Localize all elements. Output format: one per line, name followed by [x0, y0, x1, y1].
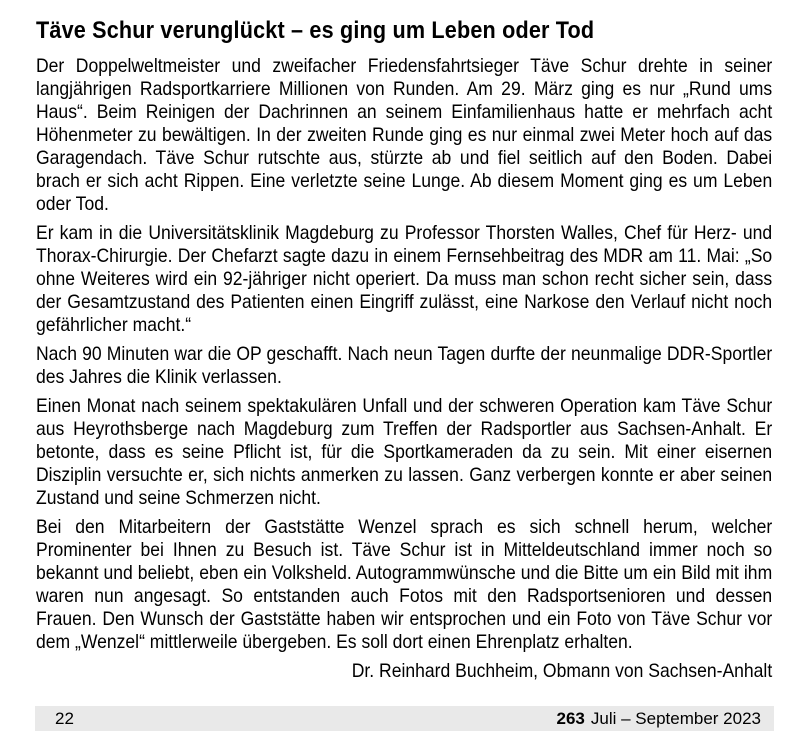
article-title: Täve Schur verunglückt – es ging um Leben oder Tod [36, 17, 595, 44]
article-paragraph: Er kam in die Universitätsklinik Magdeburg zu Professor Thorsten Walles, Chef für Herz- und Thorax-Chirurgie. Der Chefarzt sagte dazu in einem Fernsehbeitrag des MDR am 11. Mai: „So ohne Weiteres wird ein 92-jähriger nicht operiert. Da muss man schon recht sicher sein, dass der Gesamtzustand des Patienten einen Eingriff zulässt, eine Narkose den Verlauf nicht noch gefährlicher macht.“ [36, 222, 773, 336]
article-paragraph: Bei den Mitarbeitern der Gaststätte Wenzel sprach es sich schnell herum, welcher Prominenter bei Ihnen zu Besuch ist. Täve Schur ist in Mitteldeutschland immer noch so bekannt und beliebt, eben ein Volksheld. Autogrammwünsche und die Bitte um ein Bild mit ihm waren nun angesagt. So entstanden auch Fotos mit den Radsportsenioren und dessen Frauen. Den Wunsch der Gaststätte haben wir entsprochen und ein Foto von Täve Schur vor dem „Wenzel“ mittlerweile übergeben. Es soll dort einen Ehrenplatz erhalten. [36, 516, 773, 653]
page-number: 22 [55, 708, 74, 728]
article-paragraph: Nach 90 Minuten war die OP geschafft. Nach neun Tagen durfte der neunmalige DDR-Sportler des Jahres die Klinik verlassen. [36, 343, 773, 388]
issue-number: 263 [556, 708, 585, 728]
issue-period: Juli – September 2023 [590, 708, 761, 728]
article [36, 15, 772, 683]
article-attribution: Dr. Reinhard Buchheim, Obmann von Sachsen-Anhalt [351, 660, 773, 682]
article-paragraph: Der Doppelweltmeister und zweifacher Friedensfahrtsieger Täve Schur drehte in seiner langjährigen Radsportkarriere Millionen von Runden. Am 29. März ging es nur „Rund ums Haus“. Beim Reinigen der Dachrinnen an seinem Einfamilienhaus hatte er mehrfach acht Höhenmeter zu bewältigen. In der zweiten Runde ging es nur einmal zwei Meter hoch auf das Garagendach. Täve Schur rutschte aus, stürzte ab und fiel seitlich auf den Boden. Dabei brach er sich acht Rippen. Eine verletzte seine Lunge. Ab diesem Moment ging es um Leben oder Tod. [36, 55, 773, 215]
article-paragraph: Einen Monat nach seinem spektakulären Unfall und der schweren Operation kam Täve Schur aus Heyrothsberge nach Magdeburg zum Treffen der Radsportler aus Sachsen-Anhalt. Er betonte, dass es seine Pflicht ist, für die Sportkameraden da zu sein. Mit einer eisernen Disziplin versuchte er, sich nichts anmerken zu lassen. Ganz verbergen konnte er aber seinen Zustand und seine Schmerzen nicht. [36, 395, 773, 509]
page-footer [35, 706, 774, 731]
issue-info [557, 709, 761, 729]
